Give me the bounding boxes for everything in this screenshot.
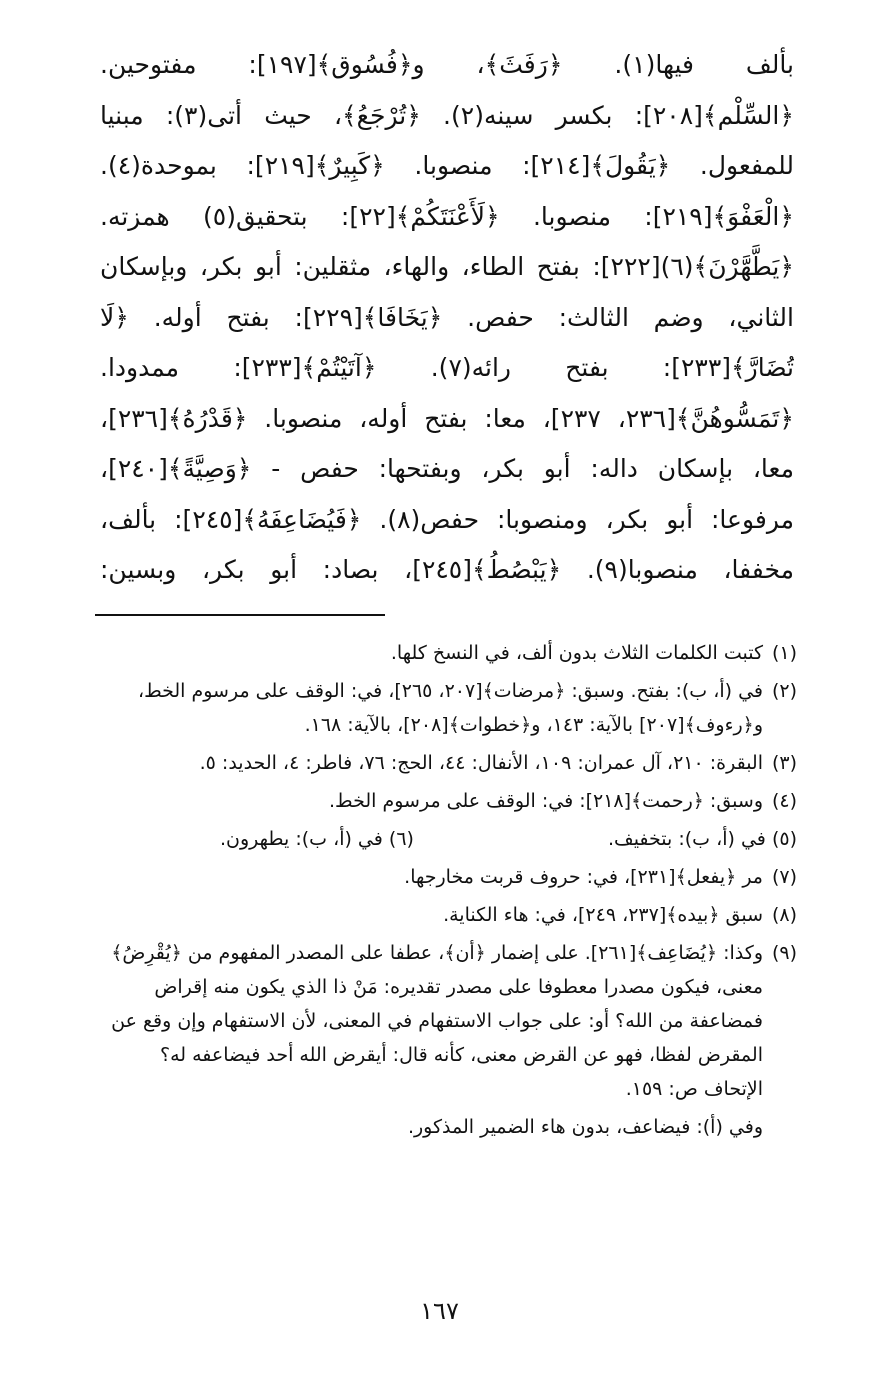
- footnote-5: [608, 822, 797, 856]
- footnote-text: سبق ﴿بيده﴾[٢٣٧، ٢٤٩]، في: هاء الكناية.: [443, 904, 763, 926]
- page-number: ١٦٧: [420, 1297, 459, 1325]
- footnote-text: مر ﴿يفعل﴾[٢٣١]، في: حروف قربت مخارجها.: [404, 866, 763, 888]
- footnote-number: (٩): [771, 942, 797, 964]
- footnote-text: وكذا: ﴿يُضَاعِف﴾[٢٦١]. على إضمار ﴿أن﴾، عطفا على المصدر المفهوم من ﴿يُقْرِضُ﴾ معنى، فيكون مصدرا معطوفا على مصدر تقديره: مَنْ ذا الذي يكون منه إقراض فمضاعفة من الله؟ أو: على جواب الاستفهام في المعنى، لأن الاستفهام وإن وقع عن المقرض لفظا، فهو عن القرض معنى، كأنه قال: أيقرض الله أحد فيضاعفه له؟ الإتحاف ص: ١٥٩.: [111, 942, 763, 1100]
- footnote-separator: [95, 614, 385, 616]
- main-line: مخففا، منصوبا(٩). ﴿يَبْصُطُ﴾[٢٤٥]، بصاد: أبو بكر، وبسين:: [100, 555, 794, 584]
- main-text: [100, 40, 794, 596]
- footnote-3: [100, 746, 797, 780]
- footnote-number: (١): [771, 642, 797, 664]
- footnote-text: في (أ، ب): بفتح. وسبق: ﴿مرضات﴾[٢٠٧، ٢٦٥]، في: الوقف على مرسوم الخط، و﴿رءوف﴾[٢٠٧] بالآية: ١٤٣، و﴿خطوات﴾[٢٠٨]، بالآية: ١٦٨.: [137, 680, 763, 736]
- main-line: ﴿السِّلْم﴾[٢٠٨]: بكسر سينه(٢). ﴿تُرْجَعُ﴾، حيث أتى(٣): مبنيا: [100, 100, 794, 130]
- footnote-2: [100, 674, 797, 742]
- main-line: معا، بإسكان داله: أبو بكر، وبفتحها: حفص - ﴿وَصِيَّةً﴾[٢٤٠]،: [100, 454, 794, 483]
- footnote-text: وفي (أ): فيضاعف، بدون هاء الضمير المذكور.: [407, 1116, 763, 1138]
- footnote-9-continuation: [100, 1110, 797, 1144]
- footnote-8: [100, 898, 797, 932]
- main-line: الثاني، وضم الثالث: حفص. ﴿يَخَافَا﴾[٢٢٩]: بفتح أوله. ﴿لَا: [100, 302, 794, 332]
- main-line: ﴿يَطَّهَّرْنَ﴾(٦)[٢٢٢]: بفتح الطاء، والهاء، مثقلين: أبو بكر، وبإسكان: [100, 252, 794, 281]
- main-line: ﴿تَمَسُّوهُنَّ﴾[٢٣٦، ٢٣٧]، معا: بفتح أوله، منصوبا. ﴿قَدْرُهُ﴾[٢٣٦]،: [100, 403, 794, 433]
- main-line: بألف فيها(١). ﴿رَفَثَ﴾، و﴿فُسُوق﴾[١٩٧]: مفتوحين.: [100, 50, 794, 79]
- footnotes: [100, 636, 797, 1148]
- main-line: مرفوعا: أبو بكر، ومنصوبا: حفص(٨). ﴿فَيُضَاعِفَهُ﴾[٢٤٥]: بألف،: [100, 504, 794, 534]
- footnote-9: [100, 936, 797, 1106]
- footnote-text: في (أ، ب): يطهرون.: [220, 828, 383, 850]
- footnote-4: [100, 784, 797, 818]
- footnote-6: [220, 822, 414, 856]
- footnote-text: في (أ، ب): بتخفيف.: [607, 828, 766, 850]
- footnote-number: (٦): [388, 828, 414, 850]
- footnote-text: وسبق: ﴿رحمت﴾[٢١٨]: في: الوقف على مرسوم الخط.: [329, 790, 763, 812]
- footnote-number: (٤): [771, 790, 797, 812]
- footnote-number: (٧): [771, 866, 797, 888]
- footnote-7: [100, 860, 797, 894]
- footnote-1: [100, 636, 797, 670]
- footnote-number: (٢): [771, 680, 797, 702]
- main-line: للمفعول. ﴿يَقُولَ﴾[٢١٤]: منصوبا. ﴿كَبِيرٌ﴾[٢١٩]: بموحدة(٤).: [100, 151, 794, 180]
- footnote-number: (٨): [771, 904, 797, 926]
- footnote-text: البقرة: ٢١٠، آل عمران: ١٠٩، الأنفال: ٤٤، الحج: ٧٦، فاطر: ٤، الحديد: ٥.: [199, 752, 763, 774]
- footnote-number: (٥): [771, 828, 797, 850]
- footnote-number: (٣): [771, 752, 797, 774]
- main-line: تُضَارَّ﴾[٢٣٣]: بفتح رائه(٧). ﴿آتَيْتُمْ﴾[٢٣٣]: ممدودا.: [100, 353, 794, 382]
- main-line: ﴿الْعَفْوَ﴾[٢١٩]: منصوبا. ﴿لَأَعْنَتَكُمْ﴾[٢٢]: بتحقيق(٥) همزته.: [100, 201, 794, 231]
- footnote-text: كتبت الكلمات الثلاث بدون ألف، في النسخ كلها.: [390, 642, 763, 664]
- footnote-5-6: [100, 822, 797, 856]
